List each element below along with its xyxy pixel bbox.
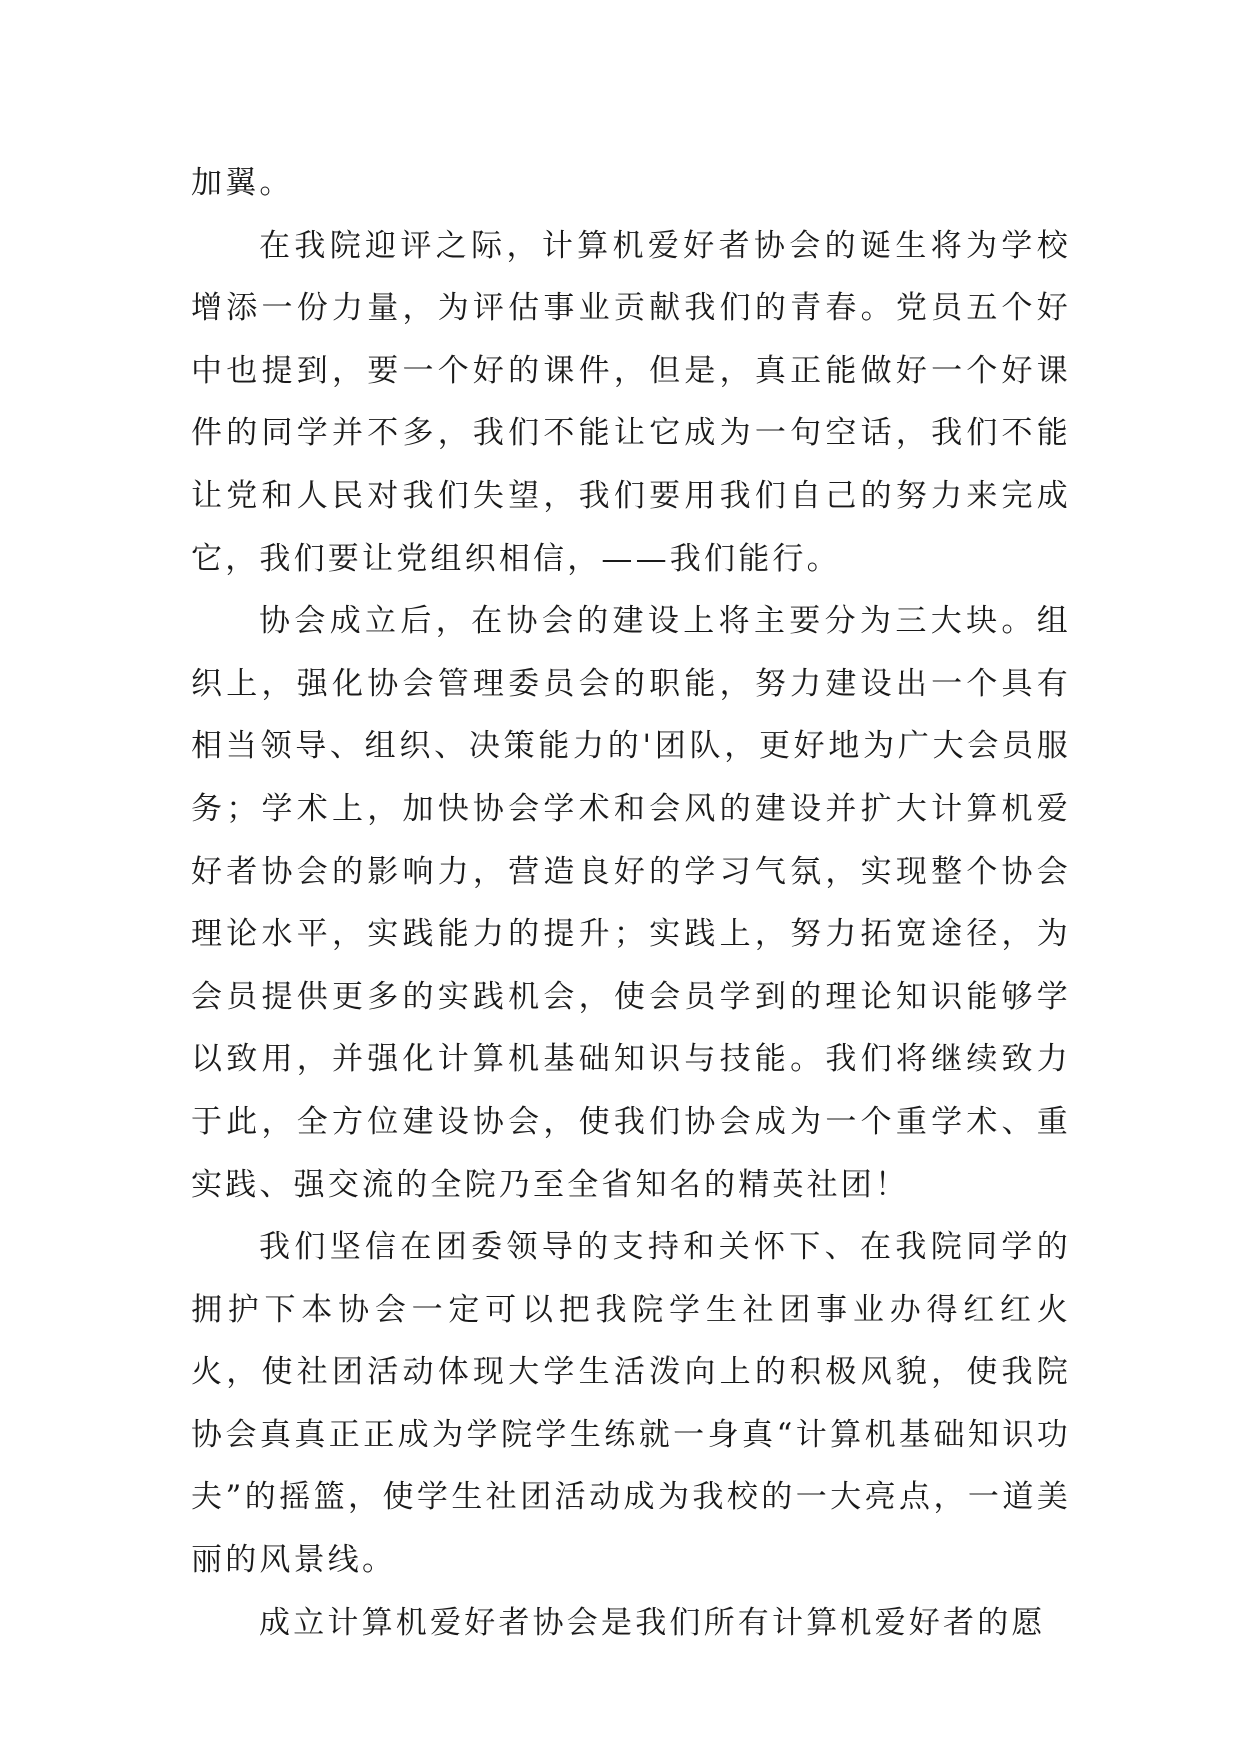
- paragraph-1: 加翼。: [191, 165, 294, 201]
- paragraph-3: 协会成立后，在协会的建设上将主要分为三大块。组织上，强化协会管理委员会的职能，努力建设出一个具有相当领导、组织、决策能力的'团队，更好地为广大会员服务；学术上，加快协会学术和会风的建设并扩大计算机爱好者协会的影响力，营造良好的学习气氛，实现整个协会理论水平，实践能力的提升；实践上，努力拓宽途径，为会员提供更多的实践机会，使会员学到的理论知识能够学以致用，并强化计算机基础知识与技能。我们将继续致力于此，全方位建设协会，使我们协会成为一个重学术、重实践、强交流的全院乃至全省知名的精英社团！: [191, 603, 1071, 1203]
- paragraph-5: 成立计算机爱好者协会是我们所有计算机爱好者的愿: [259, 1604, 1046, 1641]
- paragraph-4: 我们坚信在团委领导的支持和关怀下、在我院同学的拥护下本协会一定可以把我院学生社团事业办得红红火火，使社团活动体现大学生活泼向上的积极风貌，使我院协会真真正正成为学院学生练就一身真“计算机基础知识功夫”的摇篮，使学生社团活动成为我校的一大亮点，一道美丽的风景线。: [191, 1229, 1071, 1579]
- paragraph-2: 在我院迎评之际，计算机爱好者协会的诞生将为学校增添一份力量，为评估事业贡献我们的青春。党员五个好中也提到，要一个好的课件，但是，真正能做好一个好课件的同学并不多，我们不能让它成为一句空话，我们不能让党和人民对我们失望，我们要用我们自己的努力来完成它，我们要让党组织相信，——我们能行。: [191, 227, 1071, 577]
- body-text: [191, 152, 1071, 1654]
